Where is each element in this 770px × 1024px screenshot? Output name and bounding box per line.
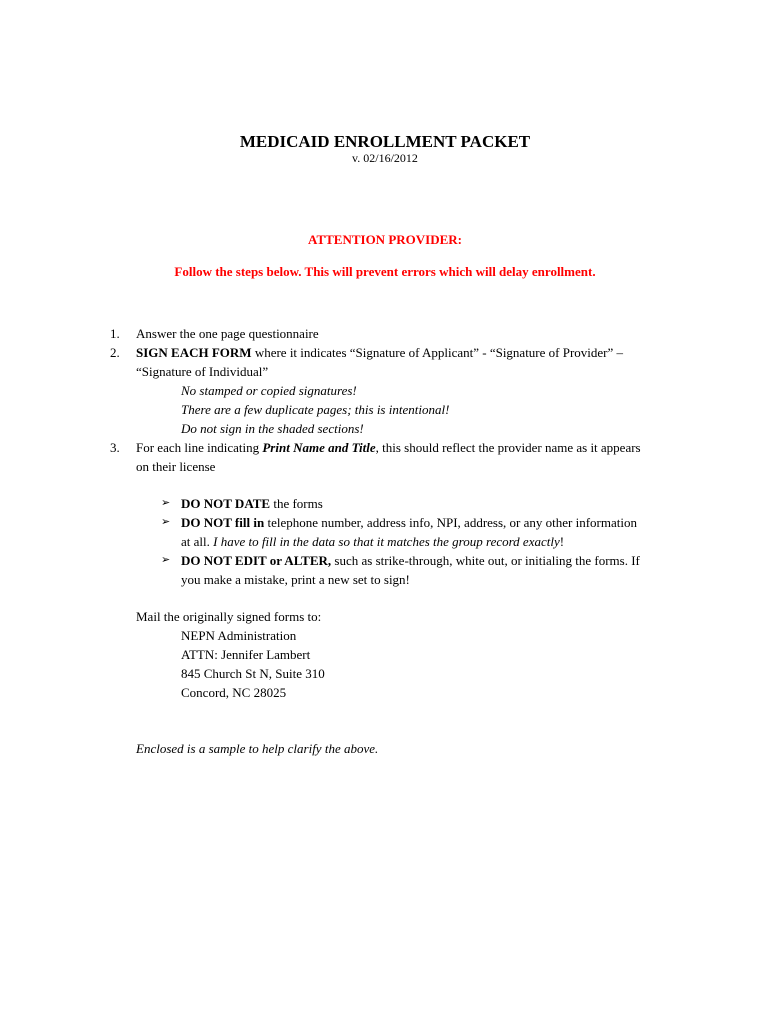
- bullet-text-line-2: at all. I have to fill in the data so that it matches the group record exactly!: [181, 534, 565, 549]
- step-note: There are a few duplicate pages; this is intentional!: [181, 402, 450, 417]
- step-number: 2.: [110, 345, 120, 360]
- step-text-pre: For each line indicating: [136, 440, 263, 455]
- step-bold-italic-text: Print Name and Title: [262, 440, 376, 455]
- bullet-bold-text: DO NOT DATE: [181, 496, 271, 511]
- step-bold-text: SIGN EACH FORM: [136, 345, 252, 360]
- bullet-bold-text: DO NOT fill in: [181, 515, 265, 530]
- mail-intro-text: Mail the originally signed forms to:: [136, 609, 322, 624]
- step-text: where it indicates “Signature of Applicant” - “Signature of Provider” –: [251, 345, 624, 360]
- bullet-italic-text: I have to fill in the data so that it matches the group record exactly: [213, 534, 560, 549]
- address-line: Concord, NC 28025: [181, 685, 287, 700]
- step-text-line-1: [136, 438, 681, 457]
- arrow-bullet-icon: ➢: [161, 497, 171, 509]
- step-note: No stamped or copied signatures!: [181, 383, 357, 398]
- bullet-text: DO NOT fill in telephone number, address info, NPI, address, or any other information: [181, 515, 637, 530]
- step-text: Answer the one page questionnaire: [136, 326, 319, 341]
- arrow-bullet-icon: ➢: [161, 516, 171, 528]
- address-line: 845 Church St N, Suite 310: [181, 666, 325, 681]
- step-text-line-1: [136, 343, 681, 362]
- step-text-post: , this should reflect the provider name as it appears: [375, 440, 641, 455]
- attention-heading: ATTENTION PROVIDER:: [308, 232, 462, 247]
- bullet-text: DO NOT EDIT or ALTER, such as strike-through, white out, or initialing the forms. If: [181, 553, 640, 568]
- document-title: MEDICAID ENROLLMENT PACKET: [239, 132, 531, 151]
- address-line: NEPN Administration: [181, 628, 297, 643]
- arrow-bullet-icon: ➢: [161, 554, 171, 566]
- footer-note-text: Enclosed is a sample to help clarify the above.: [136, 741, 379, 756]
- document-version: v. 02/16/2012: [352, 151, 418, 165]
- step-number: 1.: [110, 326, 120, 341]
- step-text-line-2: on their license: [136, 459, 216, 474]
- step-note: Do not sign in the shaded sections!: [181, 421, 364, 436]
- bullet-text: DO NOT DATE the forms: [181, 496, 323, 511]
- attention-subheading: Follow the steps below. This will prevent errors which will delay enrollment.: [174, 264, 596, 279]
- step-number: 3.: [110, 440, 120, 455]
- step-text-line-2: “Signature of Individual”: [136, 364, 269, 379]
- bullet-bold-text: DO NOT EDIT or ALTER,: [181, 553, 332, 568]
- bullet-text-line-2: you make a mistake, print a new set to sign!: [181, 572, 410, 587]
- address-line: ATTN: Jennifer Lambert: [181, 647, 311, 662]
